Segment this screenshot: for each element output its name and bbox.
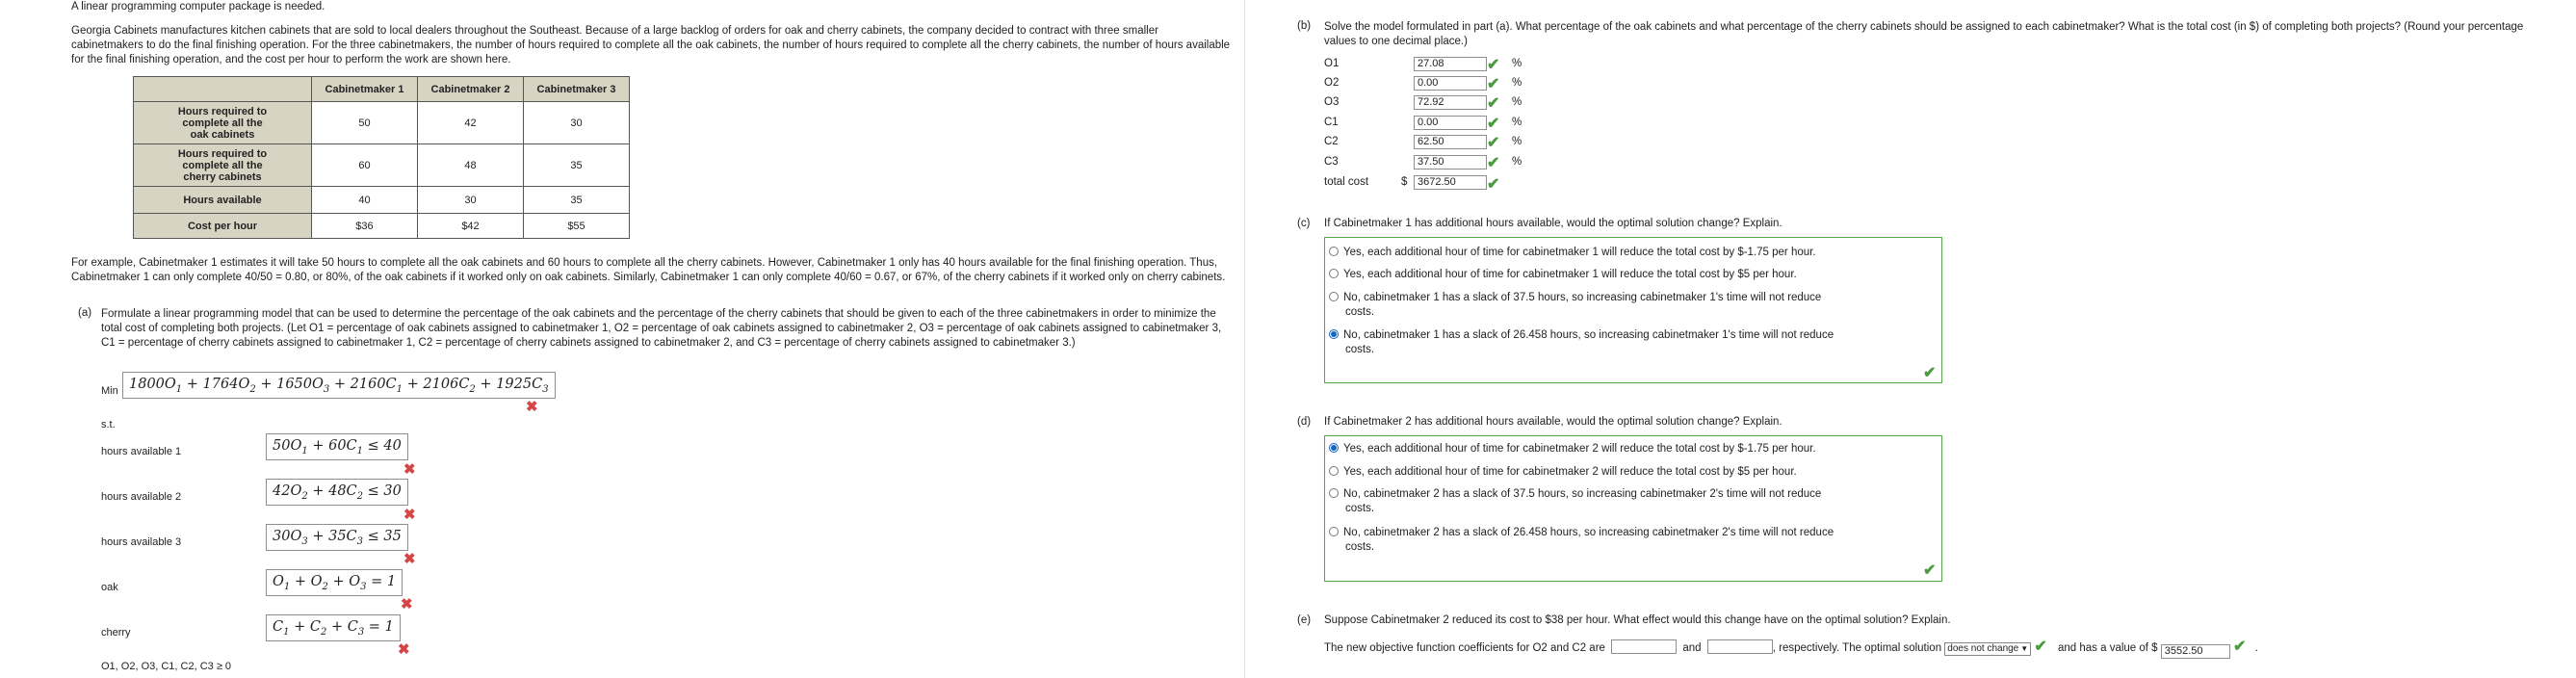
- part-a-label: (a): [78, 307, 92, 319]
- cabinetmaker-table: [133, 76, 630, 239]
- option-text: No, cabinetmaker 1 has a slack of 37.5 hours, so increasing cabinetmaker 1's time will not reduce: [1343, 292, 1822, 303]
- chevron-down-icon: ▼: [2020, 644, 2029, 653]
- radio-button-icon[interactable]: [1329, 488, 1339, 498]
- table-header: Cabinetmaker 1: [312, 77, 418, 102]
- part-e-answer-line: [1324, 639, 2258, 659]
- constraint-input[interactable]: [266, 614, 401, 641]
- var-label: O3: [1324, 96, 1340, 108]
- constraint-input[interactable]: [266, 569, 403, 596]
- part-b-label: (b): [1297, 20, 1312, 32]
- currency-symbol: $: [1401, 176, 1408, 188]
- example-text: For example, Cabinetmaker 1 estimates it will take 50 hours to complete all the oak cabinets and 60 hours to complete all the cherry cabinets. However, Cabinetmaker 1 only has 40 hours available for the final finishing operation. Thus, Cabinetmaker 1 can only complete 40/50 = 0.80, or 80%, of the oak cabinets if it worked only on oak cabinets. Similarly, Cabinetmaker 1 can only complete 40/60 = 0.67, or 67%, of the cherry cabinets if it worked only on cherry cabinets.: [71, 257, 1226, 283]
- constraint-expression: $50O_1 + 60C_1 \le 40$: [273, 438, 402, 456]
- unit-label: %: [1512, 77, 1522, 89]
- constraint-expression: $O_1 + O_2 + O_3 = 1$: [273, 574, 397, 592]
- radio-button-icon[interactable]: [1329, 292, 1339, 301]
- radio-selected-icon[interactable]: [1329, 329, 1339, 339]
- header-text: A linear programming computer package is needed.: [71, 1, 325, 13]
- unit-label: %: [1512, 156, 1522, 168]
- radio-option-selected[interactable]: [1329, 328, 1834, 357]
- option-text: Yes, each additional hour of time for cabinetmaker 2 will reduce the total cost by $-1.75 per hour.: [1343, 443, 1816, 455]
- check-icon: ✔: [1487, 116, 1500, 132]
- objective-expression: $1800O_1 + 1764O_2 + 1650O_3 + 2160C_1 + 2106C_2 + 1925C_3$: [129, 377, 549, 395]
- table-header: Cabinetmaker 3: [524, 77, 630, 102]
- table-row-label: Hours required to complete all the oak cabinets: [134, 102, 312, 144]
- check-icon: ✔: [1487, 57, 1500, 73]
- radio-option[interactable]: [1329, 246, 1816, 260]
- total-cost-input[interactable]: 3672.50: [1414, 175, 1487, 190]
- constraint-label: hours available 2: [101, 491, 182, 503]
- objective-input[interactable]: [122, 372, 556, 399]
- option-text: Yes, each additional hour of time for cabinetmaker 1 will reduce the total cost by $5 per hour.: [1343, 269, 1797, 280]
- option-text-cont: costs.: [1345, 503, 1375, 514]
- radio-button-icon[interactable]: [1329, 269, 1339, 278]
- check-icon: ✔: [1923, 562, 1937, 579]
- check-icon: ✔: [1487, 155, 1500, 171]
- check-icon: ✔: [1923, 365, 1937, 381]
- var-label: C3: [1324, 156, 1339, 168]
- radio-option[interactable]: [1329, 268, 1797, 282]
- part-d-text: If Cabinetmaker 2 has additional hours available, would the optimal solution change? Explain.: [1324, 416, 1782, 428]
- var-label: O2: [1324, 77, 1340, 89]
- table-cell: 42: [418, 102, 524, 144]
- constraint-expression: $42O_2 + 48C_2 \le 30$: [273, 483, 402, 502]
- var-label: O1: [1324, 58, 1340, 69]
- table-cell: 50: [312, 102, 418, 144]
- table-cell: 30: [524, 102, 630, 144]
- option-text-cont: costs.: [1345, 306, 1375, 318]
- table-cell: 35: [524, 144, 630, 187]
- column-divider: [1244, 0, 1245, 678]
- radio-button-icon[interactable]: [1329, 527, 1339, 536]
- constraint-input[interactable]: [266, 433, 408, 460]
- intro-text: Georgia Cabinets manufactures kitchen cabinets that are sold to local dealers throughout the Southeast. Because of a large backlog of orders for oak and cherry cabinets, the company decided to contract with three smaller cabinetmakers to do the final finishing operation. For the three cabinetmakers, the number of hours required to complete all the oak cabinets, the number of hours required to complete all the cherry cabinets, the number of hours available for the final finishing operation, and the cost per hour to perform the work are shown here.: [71, 25, 1231, 65]
- sentence-text: The new objective function coefficients for O2 and C2 are: [1324, 642, 1605, 654]
- constraint-input[interactable]: [266, 479, 408, 506]
- table-header: Cabinetmaker 2: [418, 77, 524, 102]
- part-a-text: Formulate a linear programming model that can be used to determine the percentage of the oak cabinets and the percentage of the cherry cabinets that should be given to each of the three cabinetmakers in order to minimize the total cost of completing both projects. (Let O1 = percentage of oak cabinets assigned to cabinetmaker 1, O2 = percentage of oak cabinets assigned to cabinetmaker 2, O3 = percentage of oak cabinets assigned to cabinetmaker 3, C1 = percentage of cherry cabinets assigned to cabinetmaker 1, C2 = percentage of cherry cabinets assigned to cabinetmaker 2, and C3 = percentage of cherry cabinets assigned to cabinetmaker 3.): [101, 308, 1222, 349]
- option-text: No, cabinetmaker 2 has a slack of 37.5 hours, so increasing cabinetmaker 2's time will not reduce: [1343, 488, 1822, 500]
- part-b-text: Solve the model formulated in part (a). What percentage of the oak cabinets and what percentage of the cherry cabinets should be assigned to each cabinetmaker? What is the total cost (in $) of completing both projects? (Round your percentage values to one decimal place.): [1324, 21, 2524, 47]
- incorrect-icon: ✖: [403, 461, 416, 478]
- check-icon: ✔: [2034, 639, 2047, 655]
- answer-input-c3[interactable]: 37.50: [1414, 155, 1487, 170]
- option-text: No, cabinetmaker 2 has a slack of 26.458 hours, so increasing cabinetmaker 2's time will not reduce: [1343, 527, 1834, 538]
- check-icon: ✔: [2232, 639, 2247, 655]
- part-c-text: If Cabinetmaker 1 has additional hours available, would the optimal solution change? Explain.: [1324, 218, 1782, 229]
- constraint-expression: $30O_3 + 35C_3 \le 35$: [273, 529, 402, 547]
- o2-coefficient-input[interactable]: [1611, 639, 1677, 654]
- incorrect-icon: ✖: [398, 641, 410, 658]
- answer-input-c1[interactable]: 0.00: [1414, 116, 1487, 130]
- min-label: Min: [101, 385, 118, 397]
- table-cell: 48: [418, 144, 524, 187]
- constraint-label: hours available 1: [101, 446, 182, 457]
- option-text: Yes, each additional hour of time for cabinetmaker 2 will reduce the total cost by $5 per hour.: [1343, 466, 1797, 478]
- part-d-label: (d): [1297, 416, 1312, 428]
- table-cell: 35: [524, 187, 630, 214]
- table-cell: $36: [312, 214, 418, 239]
- objective-value-input[interactable]: 3552.50: [2161, 644, 2230, 659]
- var-label: C1: [1324, 117, 1339, 128]
- radio-option[interactable]: [1329, 465, 1797, 480]
- part-e-text: Suppose Cabinetmaker 2 reduced its cost to $38 per hour. What effect would this change have on the optimal solution? Explain.: [1324, 614, 1951, 626]
- table-row-label: Hours available: [134, 187, 312, 214]
- table-row-label: Cost per hour: [134, 214, 312, 239]
- table-cell: 60: [312, 144, 418, 187]
- unit-label: %: [1512, 96, 1522, 108]
- part-c-label: (c): [1297, 218, 1311, 229]
- solution-change-select[interactable]: [1944, 642, 2031, 656]
- radio-option[interactable]: [1329, 526, 1834, 555]
- option-text-cont: costs.: [1345, 541, 1375, 553]
- period-text: .: [2254, 642, 2258, 654]
- select-value: does not change: [1947, 643, 2019, 654]
- radio-button-icon[interactable]: [1329, 466, 1339, 476]
- check-icon: ✔: [1487, 76, 1500, 92]
- constraint-input[interactable]: [266, 524, 408, 551]
- constraint-label: cherry: [101, 627, 131, 639]
- constraint-label: hours available 3: [101, 536, 182, 548]
- option-text: No, cabinetmaker 1 has a slack of 26.458 hours, so increasing cabinetmaker 1's time will not reduce: [1343, 329, 1834, 341]
- radio-option[interactable]: [1329, 487, 1821, 516]
- nonnegativity-text: O1, O2, O3, C1, C2, C3 ≥ 0: [101, 661, 232, 672]
- table-cell: $55: [524, 214, 630, 239]
- constraint-label: oak: [101, 582, 118, 593]
- radio-button-icon[interactable]: [1329, 247, 1339, 256]
- unit-label: %: [1512, 117, 1522, 128]
- incorrect-icon: ✖: [526, 399, 538, 415]
- answer-input-o1[interactable]: 27.08: [1414, 57, 1487, 71]
- answer-input-o2[interactable]: 0.00: [1414, 76, 1487, 91]
- answer-input-c2[interactable]: 62.50: [1414, 135, 1487, 149]
- total-cost-label: total cost: [1324, 176, 1369, 188]
- incorrect-icon: ✖: [403, 507, 416, 523]
- check-icon: ✔: [1487, 95, 1500, 112]
- radio-selected-icon[interactable]: [1329, 443, 1339, 453]
- check-icon: ✔: [1487, 135, 1500, 151]
- var-label: C2: [1324, 136, 1339, 147]
- sentence-text: and has a value of $: [2057, 642, 2158, 654]
- unit-label: %: [1512, 58, 1522, 69]
- c2-coefficient-input[interactable]: [1707, 639, 1773, 654]
- option-text: Yes, each additional hour of time for cabinetmaker 1 will reduce the total cost by $-1.75 per hour.: [1343, 247, 1816, 258]
- part-e-label: (e): [1297, 614, 1312, 626]
- table-corner: [134, 77, 312, 102]
- radio-option-selected[interactable]: [1329, 442, 1816, 456]
- sentence-text: , respectively. The optimal solution: [1772, 642, 1942, 654]
- radio-option[interactable]: [1329, 291, 1821, 320]
- constraint-expression: $C_1 + C_2 + C_3 = 1$: [273, 619, 394, 638]
- answer-input-o3[interactable]: 72.92: [1414, 95, 1487, 110]
- st-label: s.t.: [101, 419, 116, 430]
- check-icon: ✔: [1487, 176, 1500, 193]
- table-cell: 30: [418, 187, 524, 214]
- incorrect-icon: ✖: [403, 551, 416, 567]
- table-cell: $42: [418, 214, 524, 239]
- table-row-label: Hours required to complete all the cherry cabinets: [134, 144, 312, 187]
- table-cell: 40: [312, 187, 418, 214]
- option-text-cont: costs.: [1345, 344, 1375, 355]
- unit-label: %: [1512, 136, 1522, 147]
- and-text: and: [1682, 642, 1702, 654]
- incorrect-icon: ✖: [401, 596, 413, 613]
